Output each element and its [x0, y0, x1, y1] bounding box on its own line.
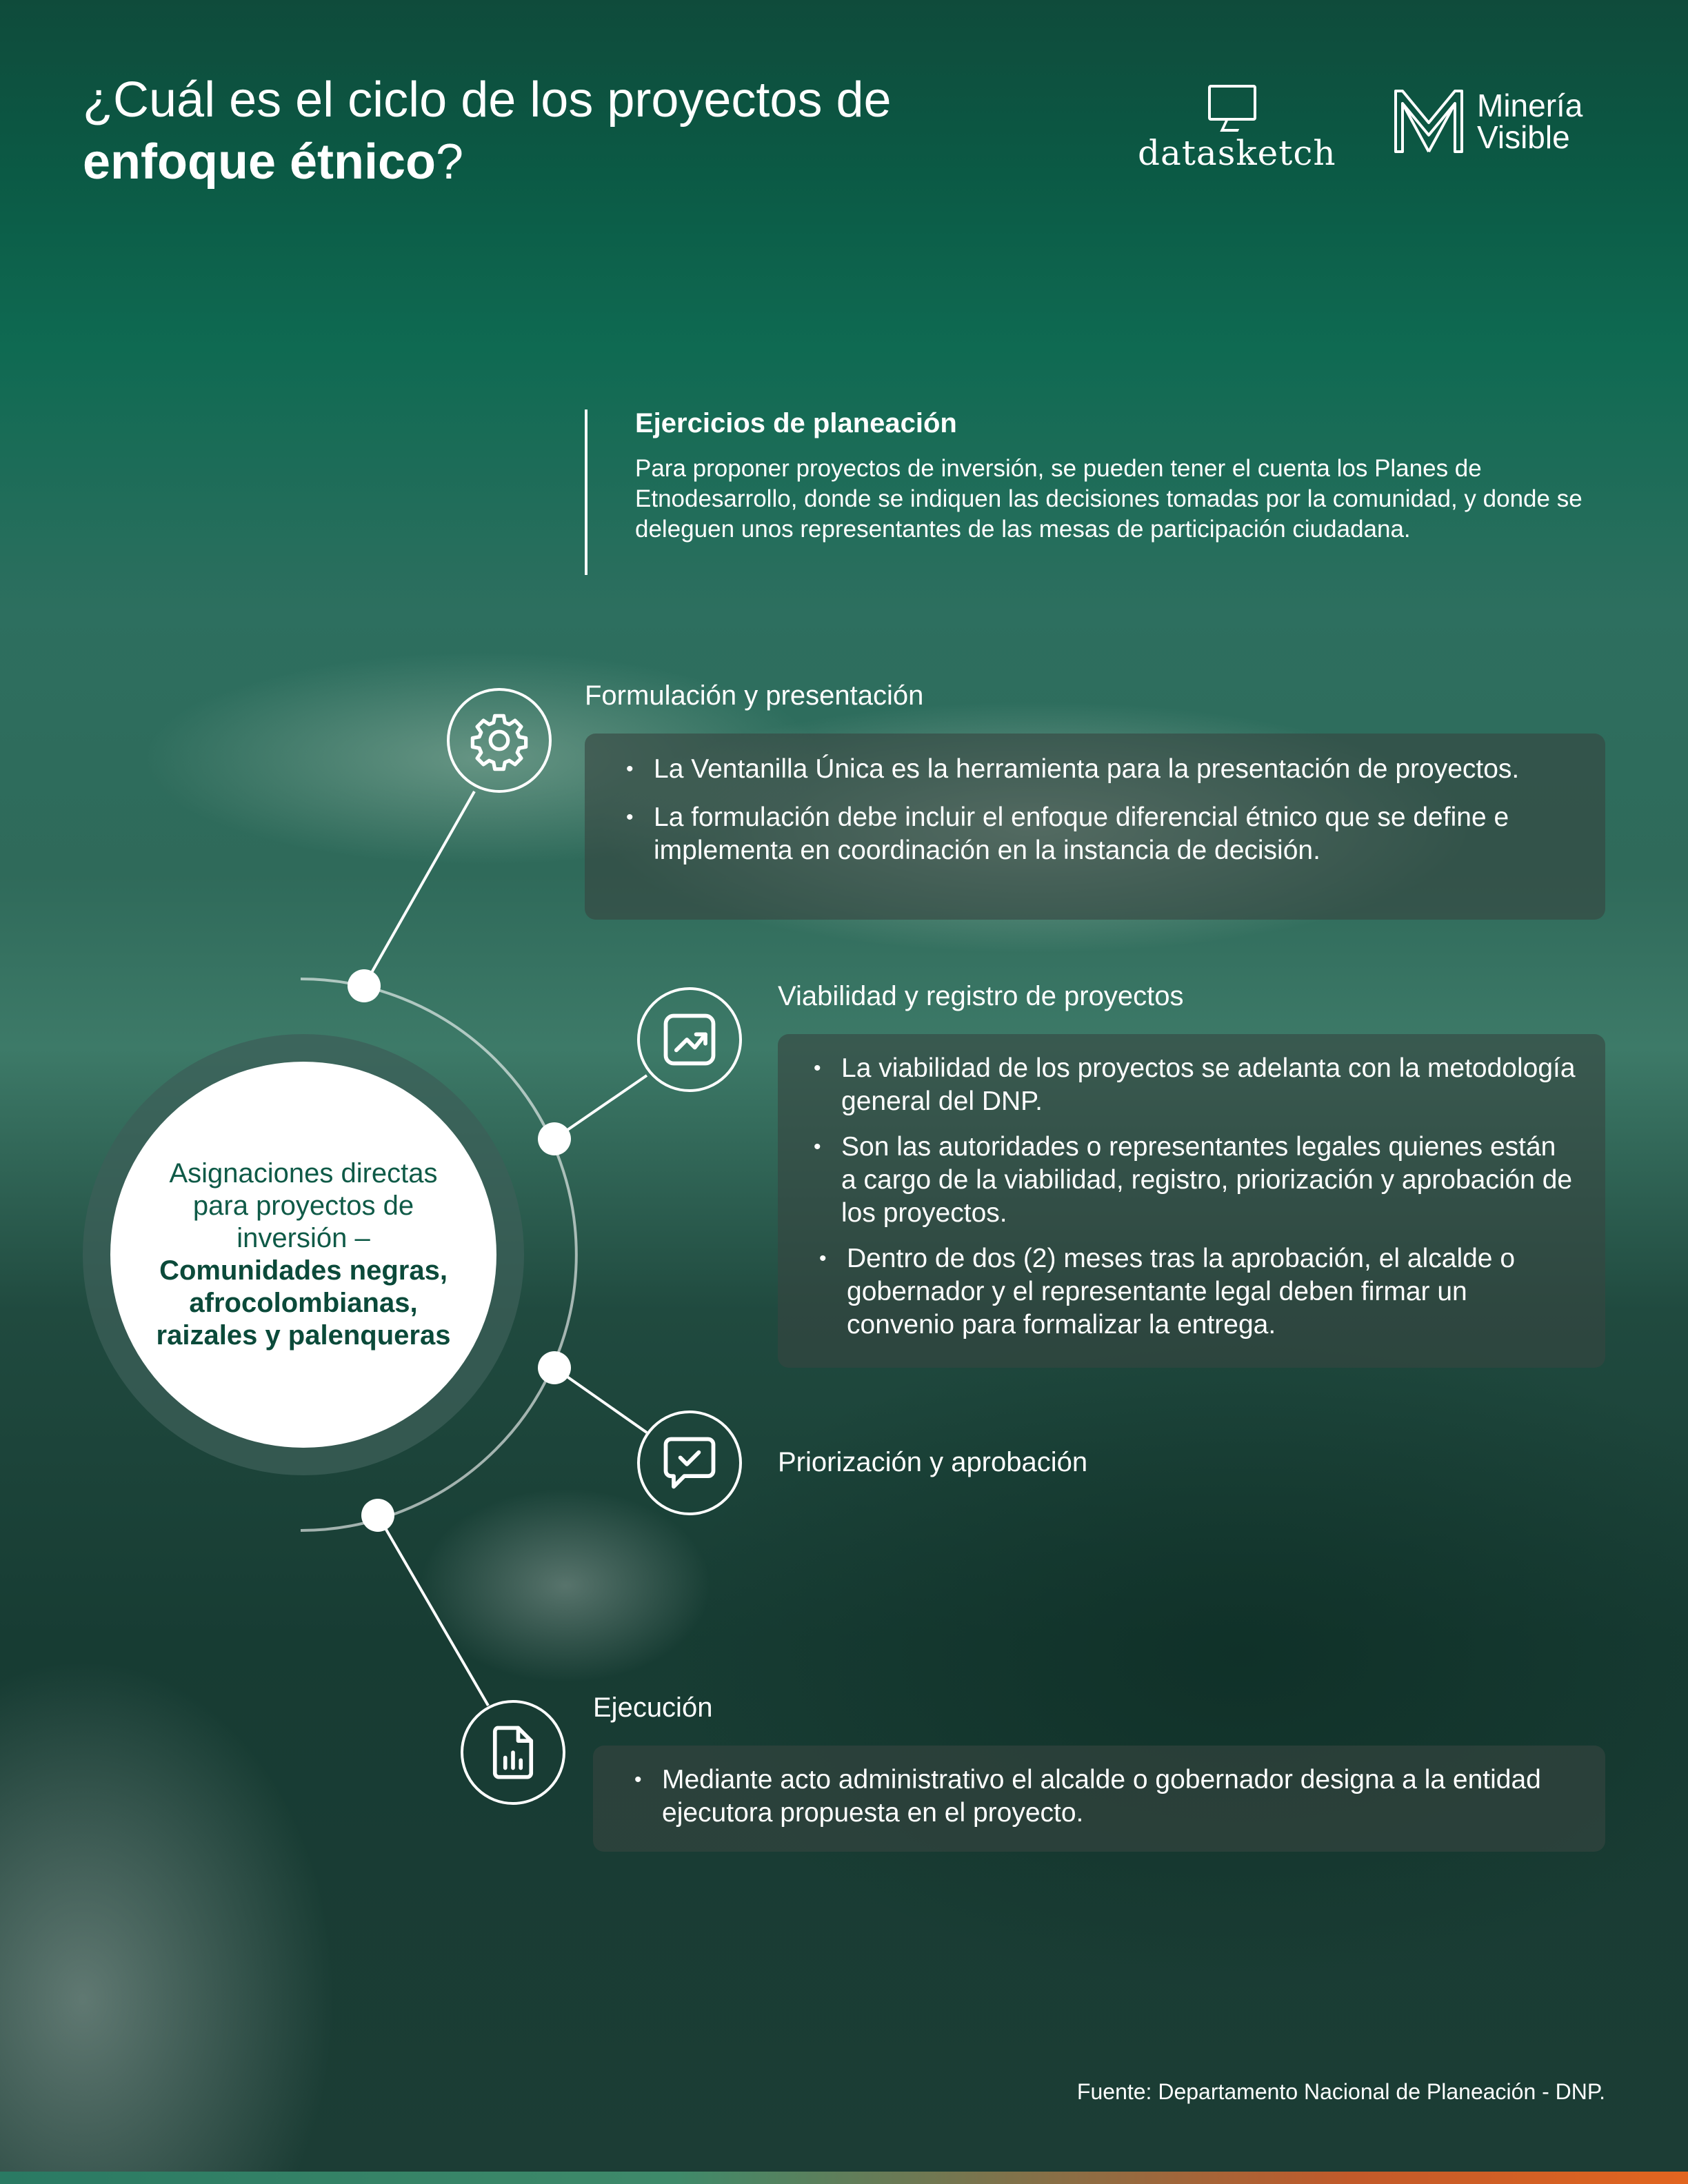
step-label-prioritization: Priorización y aprobación: [778, 1447, 1088, 1477]
list-item: • La formulación debe incluir el enfoque diferencial étnico que se define e implementa en coordinación en la instancia de decisión.: [654, 801, 1564, 867]
step-card-execution: [593, 1746, 1605, 1852]
planning-title: Ejercicios de planeación: [635, 408, 957, 438]
trend-chart-icon: [658, 1008, 721, 1071]
chat-check-icon: [658, 1431, 721, 1495]
node-dot-4: [361, 1499, 394, 1532]
hub-text-bold: Comunidades negras, afrocolombianas, raizales y palenqueras: [156, 1255, 451, 1351]
step-label-formulation: Formulación y presentación: [585, 680, 924, 711]
node-dot-3: [538, 1351, 571, 1384]
step-icon-execution: [461, 1700, 565, 1805]
list-item: • La Ventanilla Única es la herramienta para la presentación de proyectos.: [654, 753, 1564, 786]
step-icon-viability: [637, 987, 742, 1092]
connector-step-2: [554, 1075, 647, 1139]
node-dot-1: [348, 969, 381, 1002]
hub-circle: [110, 1062, 496, 1448]
source-note: Fuente: Departamento Nacional de Planeación - DNP.: [1076, 2079, 1605, 2104]
gear-icon: [468, 709, 530, 771]
mineria-visible-logo: Minería Visible: [1393, 84, 1614, 160]
datasketch-wordmark: datasketch: [1138, 133, 1336, 173]
node-dot-2: [538, 1122, 571, 1155]
report-document-icon: [482, 1721, 544, 1783]
hub-text: Asignaciones directas para proyectos de inversión –: [169, 1158, 438, 1253]
step-label-viability: Viabilidad y registro de proyectos: [778, 981, 1184, 1011]
title-bold: enfoque étnico: [83, 134, 436, 190]
page-title: ¿Cuál es el ciclo de los proyectos de enfoque étnico?: [83, 72, 892, 190]
step-card-viability: [778, 1034, 1605, 1368]
step-label-execution: Ejecución: [593, 1692, 713, 1723]
list-item: • La viabilidad de los proyectos se adelanta con la metodología general del DNP.: [841, 1052, 1578, 1118]
connector-step-3: [554, 1368, 647, 1433]
connector-step-4: [378, 1515, 488, 1706]
step-icon-prioritization: [637, 1410, 742, 1515]
bottom-accent-bar: [0, 2172, 1688, 2184]
step-card-formulation: [585, 734, 1605, 920]
list-item: • Dentro de dos (2) meses tras la aprobación, el alcalde o gobernador y el representante legal deben firmar un convenio para formalizar la entrega.: [847, 1242, 1578, 1342]
connector-step-1: [364, 791, 474, 986]
step-icon-formulation: [447, 688, 552, 793]
list-item: • Son las autoridades o representantes legales quienes están a cargo de la viabilidad, registro, priorización y aprobación de los proyectos.: [841, 1131, 1578, 1230]
planning-text: Para proponer proyectos de inversión, se pueden tener el cuenta los Planes de Etnodesarrollo, donde se indiquen las decisiones tomadas por la comunidad, y donde se deleguen unos representantes de las mesas de participación ciudadana.: [635, 455, 1582, 543]
list-item: • Mediante acto administrativo el alcalde o gobernador designa a la entidad ejecutora propuesta en el proyecto.: [662, 1763, 1578, 1830]
